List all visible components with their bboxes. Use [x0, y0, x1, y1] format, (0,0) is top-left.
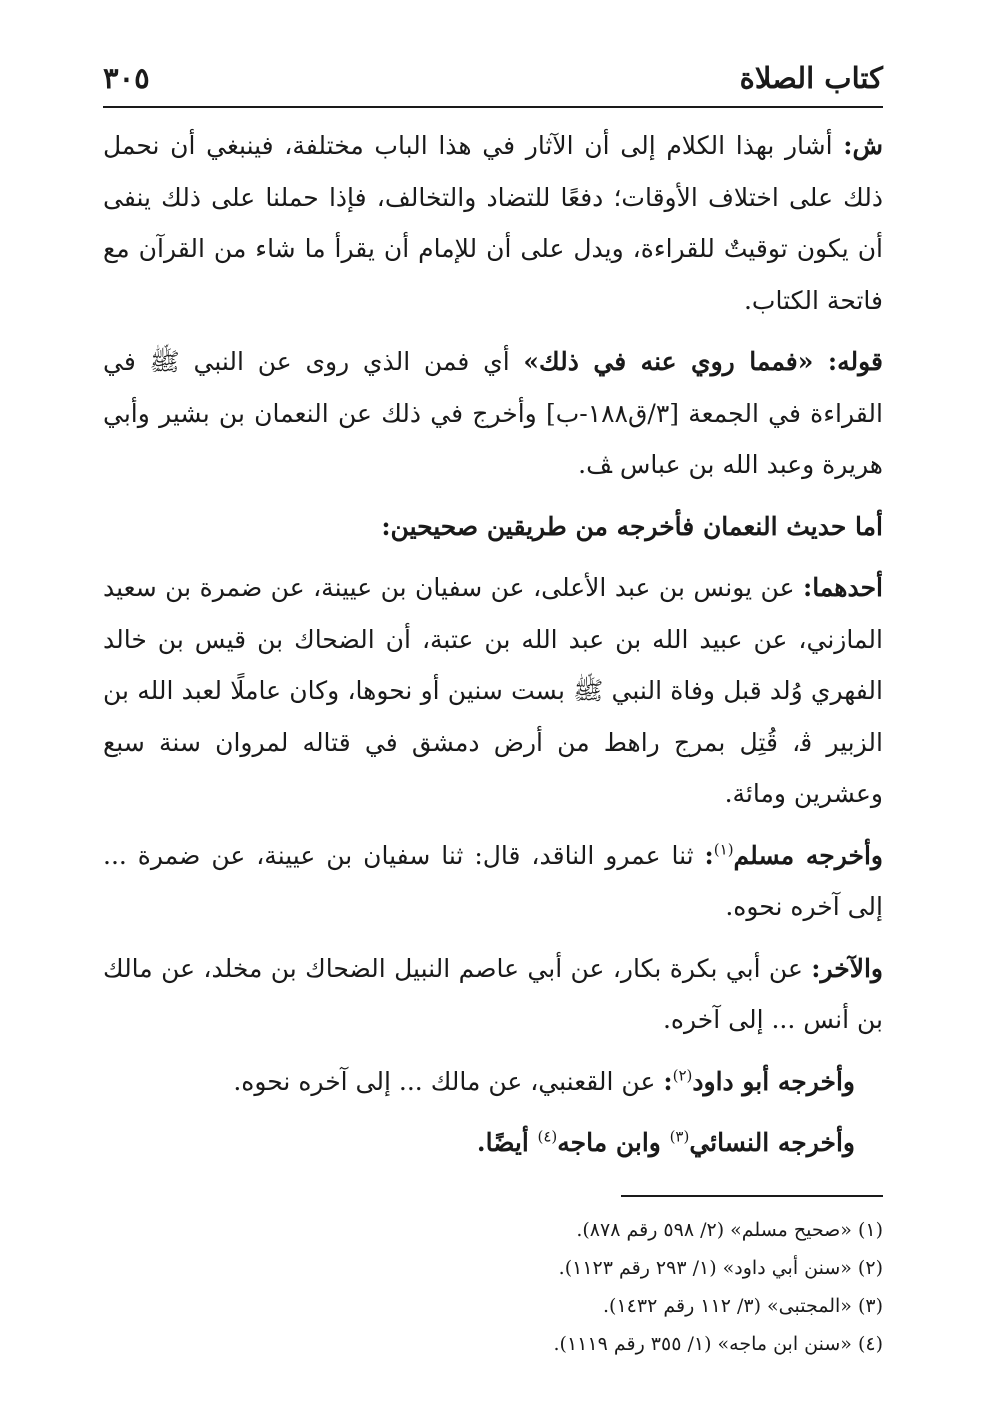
- footnote-1: (١) «صحيح مسلم» (٢/ ٥٩٨ رقم ٨٧٨).: [576, 1218, 883, 1241]
- paragraph-lead-colon: :: [704, 840, 714, 870]
- footnote-marker-3[interactable]: (٣): [669, 1127, 690, 1146]
- section-heading: [103, 501, 883, 553]
- main-text: [103, 120, 883, 1169]
- paragraph-lead-middle: وابن ماجه: [557, 1128, 670, 1157]
- paragraph-lead: والآخر:: [811, 953, 883, 983]
- paragraph-lead: وأخرجه أبو داود: [692, 1066, 855, 1096]
- chain-paragraph-first: [103, 562, 883, 820]
- footnote-marker-2[interactable]: (٢): [672, 1066, 693, 1085]
- paragraph-text: عن القعنبي، عن مالك ... إلى آخره نحوه.: [233, 1066, 664, 1096]
- book-page: [103, 52, 883, 1417]
- footnote-4: (٤) «سنن ابن ماجه» (١/ ٣٥٥ رقم ١١١٩).: [553, 1332, 883, 1355]
- footnote-marker-1[interactable]: (١): [713, 840, 734, 859]
- paragraph-text: عن يونس بن عبد الأعلى، عن سفيان بن عيينة، عن ضمرة بن سعيد المازني، عن عبيد الله بن عبد الله بن عتبة، أن الضحاك بن قيس بن خالد الفهري وُلد قبل وفاة النبي ﷺ بست سنين أو نحوها، وكان عاملًا لعبد الله بن الزبير ﭬ، قُتِل بمرج راهط من أرض دمشق في قتاله لمروان سنة سبع وعشرين ومائة.: [103, 573, 883, 808]
- paragraph-lead: قوله: «فمما روي عنه في ذلك»: [523, 347, 883, 376]
- footnote-divider: [621, 1195, 883, 1197]
- quote-paragraph: [103, 336, 883, 491]
- running-title: كتاب الصلاة: [739, 61, 883, 95]
- footnote-marker-4[interactable]: (٤): [537, 1127, 558, 1146]
- paragraph-text: أشار بهذا الكلام إلى أن الآثار في هذا الباب مختلفة، فينبغي أن نحمل ذلك على اختلاف الأوقات؛ دفعًا للتضاد والتخالف، فإذا حملنا على ذلك ينفى أن يكون توقيتٌ للقراءة، ويدل على أن للإمام أن يقرأ ما شاء من القرآن مع فاتحة الكتاب.: [103, 131, 883, 315]
- paragraph-text: ثنا عمرو الناقد، قال: ثنا سفيان بن عيينة، عن ضمرة ... إلى آخره نحوه.: [103, 840, 883, 921]
- paragraph-lead-colon: :: [663, 1066, 673, 1096]
- footnote-2: (٢) «سنن أبي داود» (١/ ٢٩٣ رقم ١١٢٣).: [558, 1256, 883, 1279]
- paragraph-lead: وأخرجه مسلم: [733, 840, 883, 870]
- page-number: ٣٠٥: [103, 61, 150, 95]
- paragraph-text: عن أبي بكرة بكار، عن أبي عاصم النبيل الضحاك بن مخلد، عن مالك بن أنس ... إلى آخره.: [103, 953, 883, 1034]
- heading-text: أما حديث النعمان فأخرجه من طريقين صحيحين:: [381, 511, 883, 541]
- paragraph-text: أي فمن الذي روى عن النبي ﷺ في القراءة في الجمعة [٣/ق١٨٨-ب] وأخرج في ذلك عن النعمان بن بشير وأبي هريرة وعبد الله بن عباس ﭫ.: [103, 347, 883, 479]
- commentary-paragraph: [103, 120, 883, 326]
- paragraph-lead-end: أيضًا.: [476, 1128, 538, 1157]
- chain-paragraph-second: [103, 943, 883, 1046]
- abu-dawud-paragraph: [103, 1056, 883, 1108]
- nasai-ibn-majah-paragraph: [103, 1117, 883, 1169]
- footnote-3: (٣) «المجتبى» (٣/ ١١٢ رقم ١٤٣٢).: [603, 1294, 883, 1317]
- muslim-paragraph: [103, 830, 883, 933]
- page-header: [103, 52, 883, 104]
- paragraph-lead: أحدهما:: [802, 573, 883, 602]
- header-divider: [103, 106, 883, 108]
- footnotes: [103, 1211, 883, 1363]
- paragraph-lead: ش:: [843, 131, 883, 160]
- paragraph-lead: وأخرجه النسائي: [689, 1128, 855, 1157]
